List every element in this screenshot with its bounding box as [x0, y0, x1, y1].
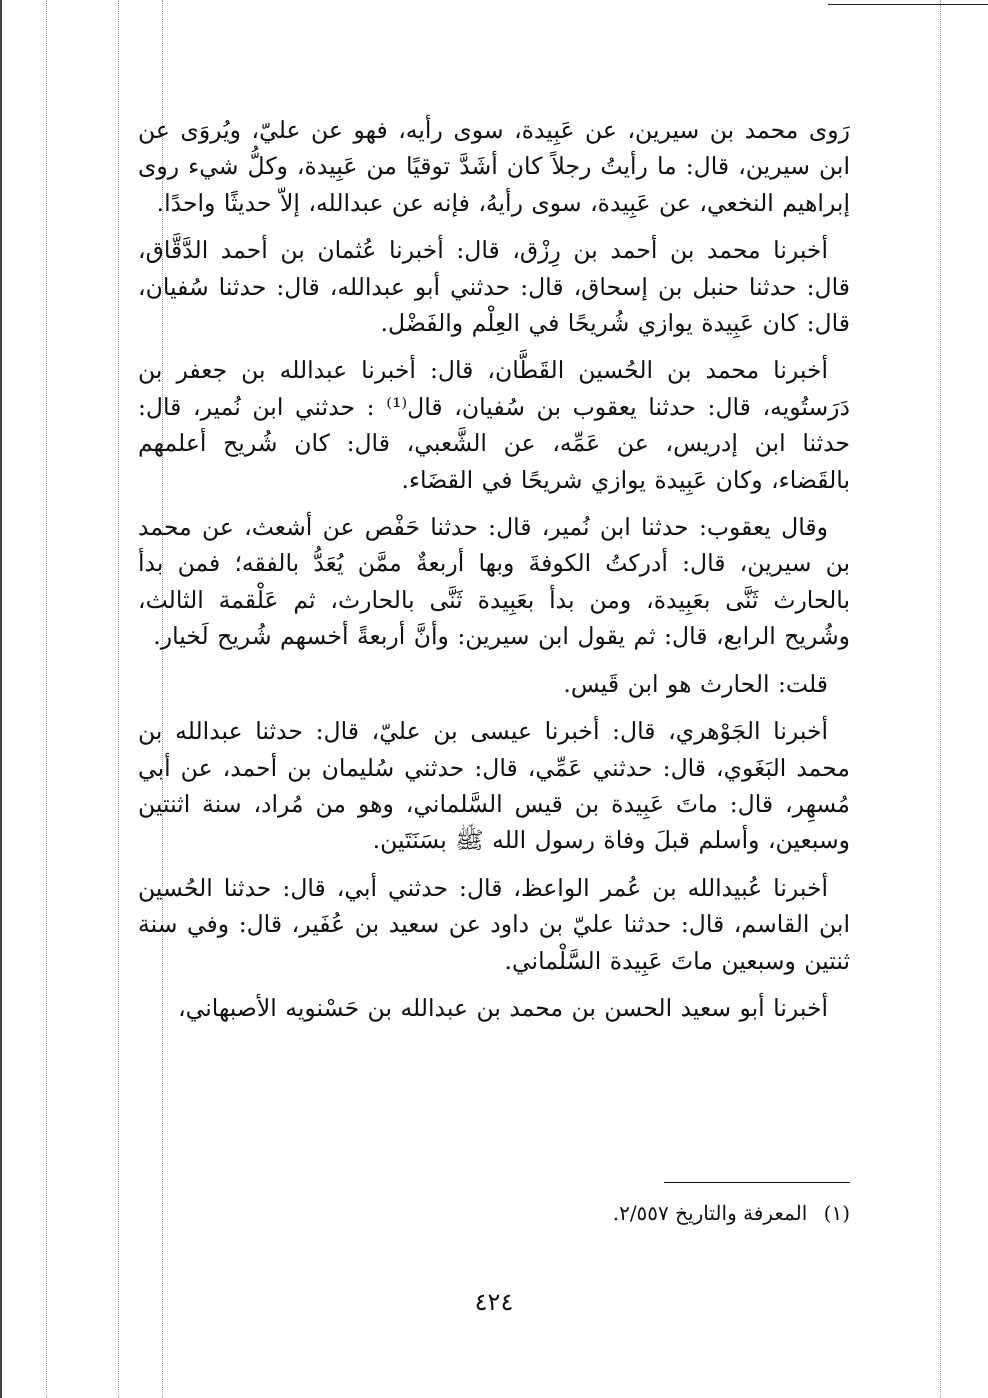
scan-noise-line: [940, 0, 941, 1398]
paragraph: رَوى محمد بن سيرين، عن عَبِيدة، سوى رأيه، فهو عن عليّ، ويُروَى عن ابن سيرين، قال: ما رأيتُ رجلاً كان أشَدَّ توقيًا من عَبِيدة، وكلُّ شيء روى إبراهيم النخعي، عن عَبِيدة، سوى رأيهُ، فإنه عن عبدالله، إلاّ حديثًا واحدًا.: [138, 116, 850, 217]
footnote-number: (١): [823, 1201, 850, 1225]
footnote-separator: [664, 1182, 850, 1183]
paragraph: أخبرنا عُبيدالله بن عُمر الواعظ، قال: حدثني أبي، قال: حدثنا الحُسين ابن القاسم، قال: حدثنا عليّ بن داود عن سعيد بن عُفَير، قال: وفي سنة ثنتين وسبعين ماتَ عَبِيدة السَّلْماني.: [138, 873, 850, 975]
footnote: [138, 1198, 850, 1228]
scan-edge: [0, 0, 2, 1398]
top-rule: [828, 4, 988, 5]
footnote-text: المعرفة والتاريخ ٢/٥٥٧.: [612, 1201, 808, 1225]
page-body: [138, 112, 850, 1037]
paragraph: أخبرنا محمد بن أحمد بن رِزْق، قال: أخبرنا عُثمان بن أحمد الدَّقَّاق، قال: حدثنا حنبل بن إسحاق، قال: حدثني أبو عبدالله، قال: حدثنا سُفيان، قال: كان عَبِيدة يوازي شُريحًا في العِلْم والفَضْل.: [138, 236, 850, 338]
paragraph: أخبرنا محمد بن الحُسين القَطَّان، قال: أخبرنا عبدالله بن جعفر بن دَرَستُويه، قال: حدثنا يعقوب بن سُفيان، قال⁽¹⁾ : حدثني ابن نُمير، قال: حدثنا ابن إدريس، عن عَمِّه، عن الشَّعبي، قال: كان شُريح أعلمهم بالقَضاء، وكان عَبِيدة يوازي شريحًا في القضَاء.: [138, 356, 850, 494]
scan-noise-line: [46, 0, 47, 1398]
paragraph: أخبرنا الجَوْهري، قال: أخبرنا عيسى بن عليّ، قال: حدثنا عبدالله بن محمد البَغَوي، قال: حدثني عَمِّي، قال: حدثني سُليمان بن أحمد، عن أبي مُسهِر، قال: ماتَ عَبِيدة بن قيس السَّلماني، وهو من مُراد، سنة اثنتين وسبعين، وأسلم قبلَ وفاة رسول الله ﷺ بسَنَتَين.: [138, 717, 850, 855]
page-number: ٤٢٤: [474, 1288, 514, 1316]
paragraph: وقال يعقوب: حدثنا ابن نُمير، قال: حدثنا حَفْص عن أشعث، عن محمد بن سيرين، قال: أدركتُ الكوفةَ وبها أربعةٌ ممَّن يُعَدُّ بالفقه؛ فمن بدأ بالحارث ثَنَّى بعَبِيدة، ومن بدأ بعَبِيدة ثَنَّى بالحارث، ثم عَلْقمة الثالث، وشُريح الرابع، قال: ثم يقول ابن سيرين: وأنَّ أربعةً أخسهم شُريح لَخيار.: [138, 513, 850, 651]
paragraph: أخبرنا أبو سعيد الحسن بن محمد بن عبدالله بن حَسْنويه الأصبهاني،: [178, 993, 828, 1022]
paragraph: قلت: الحارث هو ابن قَيس.: [563, 669, 828, 698]
scan-noise-line: [118, 0, 119, 1398]
